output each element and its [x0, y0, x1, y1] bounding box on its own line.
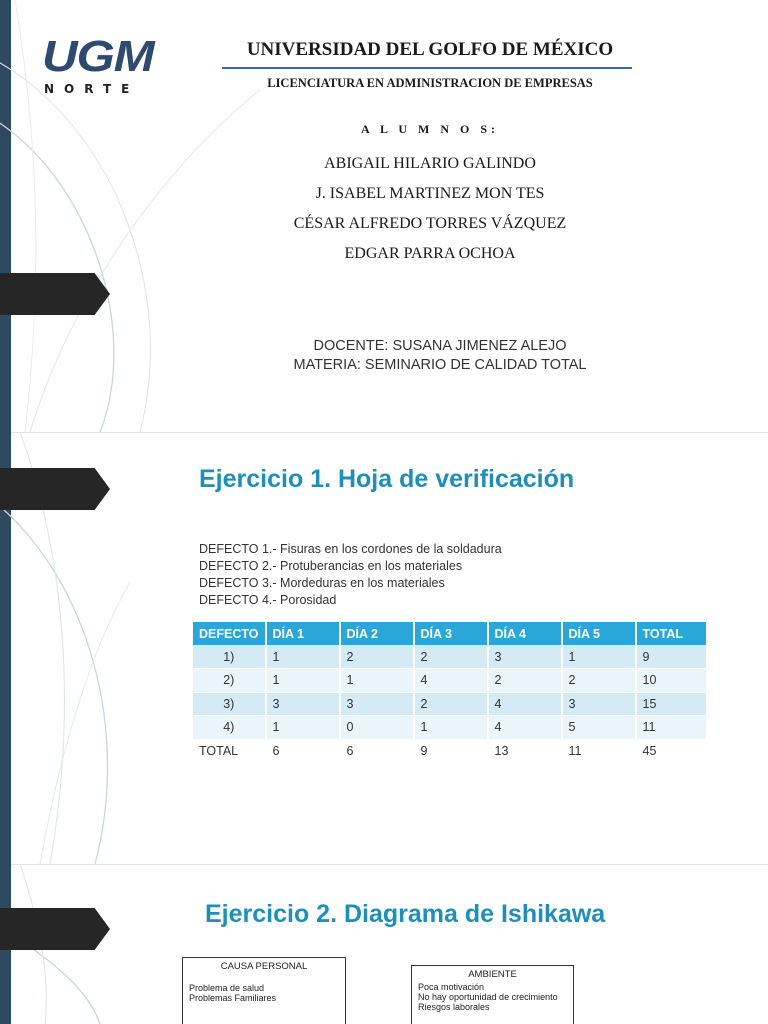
table-row	[193, 669, 707, 693]
student-name: J. ISABEL MARTINEZ MON TES	[315, 185, 545, 202]
decorative-curves	[0, 864, 768, 1024]
student-name: CÉSAR ALFREDO TORRES VÁZQUEZ	[293, 215, 567, 232]
ishikawa-slide	[0, 864, 768, 1024]
table-cell: 2	[488, 669, 562, 693]
check-sheet-table	[193, 622, 708, 763]
cause-heading: AMBIENTE	[468, 969, 517, 980]
table-cell: 2	[414, 692, 488, 716]
table-row	[193, 692, 707, 716]
col-header: DÍA 1	[266, 622, 340, 645]
ugm-logo	[40, 30, 165, 100]
table-cell: 2	[562, 669, 636, 693]
table-cell: 6	[340, 739, 414, 763]
table-cell: 1	[266, 669, 340, 693]
cause-heading: CAUSA PERSONAL	[220, 961, 308, 972]
table-cell: 1)	[193, 645, 266, 669]
student-name: ABIGAIL HILARIO GALINDO	[324, 155, 536, 172]
col-header: DÍA 3	[414, 622, 488, 645]
table-cell: 4)	[193, 716, 266, 740]
table-cell: 45	[636, 739, 707, 763]
table-cell: 3	[340, 692, 414, 716]
table-cell: 4	[488, 716, 562, 740]
students-list	[220, 152, 640, 272]
cause-item: No hay oportunidad de crecimiento	[418, 992, 558, 1002]
table-cell: 2	[340, 645, 414, 669]
teacher-line: DOCENTE: SUSANA JIMENEZ ALEJO	[313, 338, 567, 354]
table-cell: 1	[266, 645, 340, 669]
table-cell: 3	[562, 692, 636, 716]
defect-item: DEFECTO 3.- Mordeduras en los materiales	[199, 576, 445, 590]
students-heading: A L U M N O S:	[360, 122, 499, 136]
table-cell: 4	[414, 669, 488, 693]
cause-item: Riesgos laborales	[418, 1002, 490, 1012]
check-sheet-slide	[0, 432, 768, 864]
slide-separator	[0, 864, 768, 865]
cause-item: Poca motivación	[418, 982, 485, 992]
defect-item: DEFECTO 4.- Porosidad	[199, 593, 337, 607]
col-header: DÍA 4	[488, 622, 562, 645]
table-cell: 5	[562, 716, 636, 740]
table-cell: TOTAL	[193, 739, 266, 763]
table-cell: 11	[636, 716, 707, 740]
table-cell: 6	[266, 739, 340, 763]
table-row	[193, 645, 707, 669]
table-cell: 11	[562, 739, 636, 763]
cover-slide	[0, 0, 768, 432]
table-cell: 1	[340, 669, 414, 693]
logo-word: UGM	[42, 32, 154, 81]
col-header: DÍA 5	[562, 622, 636, 645]
cause-item: Problema de salud	[189, 983, 265, 993]
table-cell: 0	[340, 716, 414, 740]
table-cell: 15	[636, 692, 707, 716]
university-title: UNIVERSIDAD DEL GOLFO DE MÉXICO	[246, 39, 614, 60]
table-cell: 2	[414, 645, 488, 669]
table-cell: 9	[636, 645, 707, 669]
table-cell: 1	[414, 716, 488, 740]
col-header: DÍA 2	[340, 622, 414, 645]
col-header: DEFECTO	[193, 622, 266, 645]
table-cell: 10	[636, 669, 707, 693]
table-cell: 13	[488, 739, 562, 763]
arrow-tab	[0, 468, 110, 510]
cause-item: Problemas Familiares	[189, 993, 277, 1003]
exercise-title: Ejercicio 1. Hoja de verificación	[199, 465, 575, 493]
slide-separator	[0, 432, 768, 433]
table-cell: 4	[488, 692, 562, 716]
course-info	[200, 337, 680, 375]
table-cell: 3)	[193, 692, 266, 716]
table-total-row	[193, 739, 707, 763]
title-rule	[222, 67, 632, 69]
table-cell: 3	[266, 692, 340, 716]
defect-item: DEFECTO 2.- Protuberancias en los materiales	[199, 559, 463, 573]
arrow-tab	[0, 273, 110, 315]
student-name: EDGAR PARRA OCHOA	[344, 245, 516, 262]
sidebar-bar	[0, 0, 11, 432]
logo-subtext: NORTE	[44, 82, 140, 96]
arrow-tab	[0, 908, 110, 950]
table-cell: 2)	[193, 669, 266, 693]
col-header: TOTAL	[636, 622, 707, 645]
table-row	[193, 716, 707, 740]
table-header-row	[193, 622, 707, 645]
exercise-title: Ejercicio 2. Diagrama de Ishikawa	[205, 900, 606, 928]
defect-item: DEFECTO 1.- Fisuras en los cordones de la soldadura	[199, 542, 502, 556]
table-cell: 1	[266, 716, 340, 740]
table-cell: 9	[414, 739, 488, 763]
table-cell: 3	[488, 645, 562, 669]
subject-line: MATERIA: SEMINARIO DE CALIDAD TOTAL	[293, 357, 587, 373]
career-title: LICENCIATURA EN ADMINISTRACION DE EMPRESAS	[267, 76, 593, 90]
defects-list	[199, 541, 502, 609]
cause-box-personal	[182, 957, 346, 1024]
cause-box-environment	[411, 965, 574, 1024]
table-cell: 1	[562, 645, 636, 669]
